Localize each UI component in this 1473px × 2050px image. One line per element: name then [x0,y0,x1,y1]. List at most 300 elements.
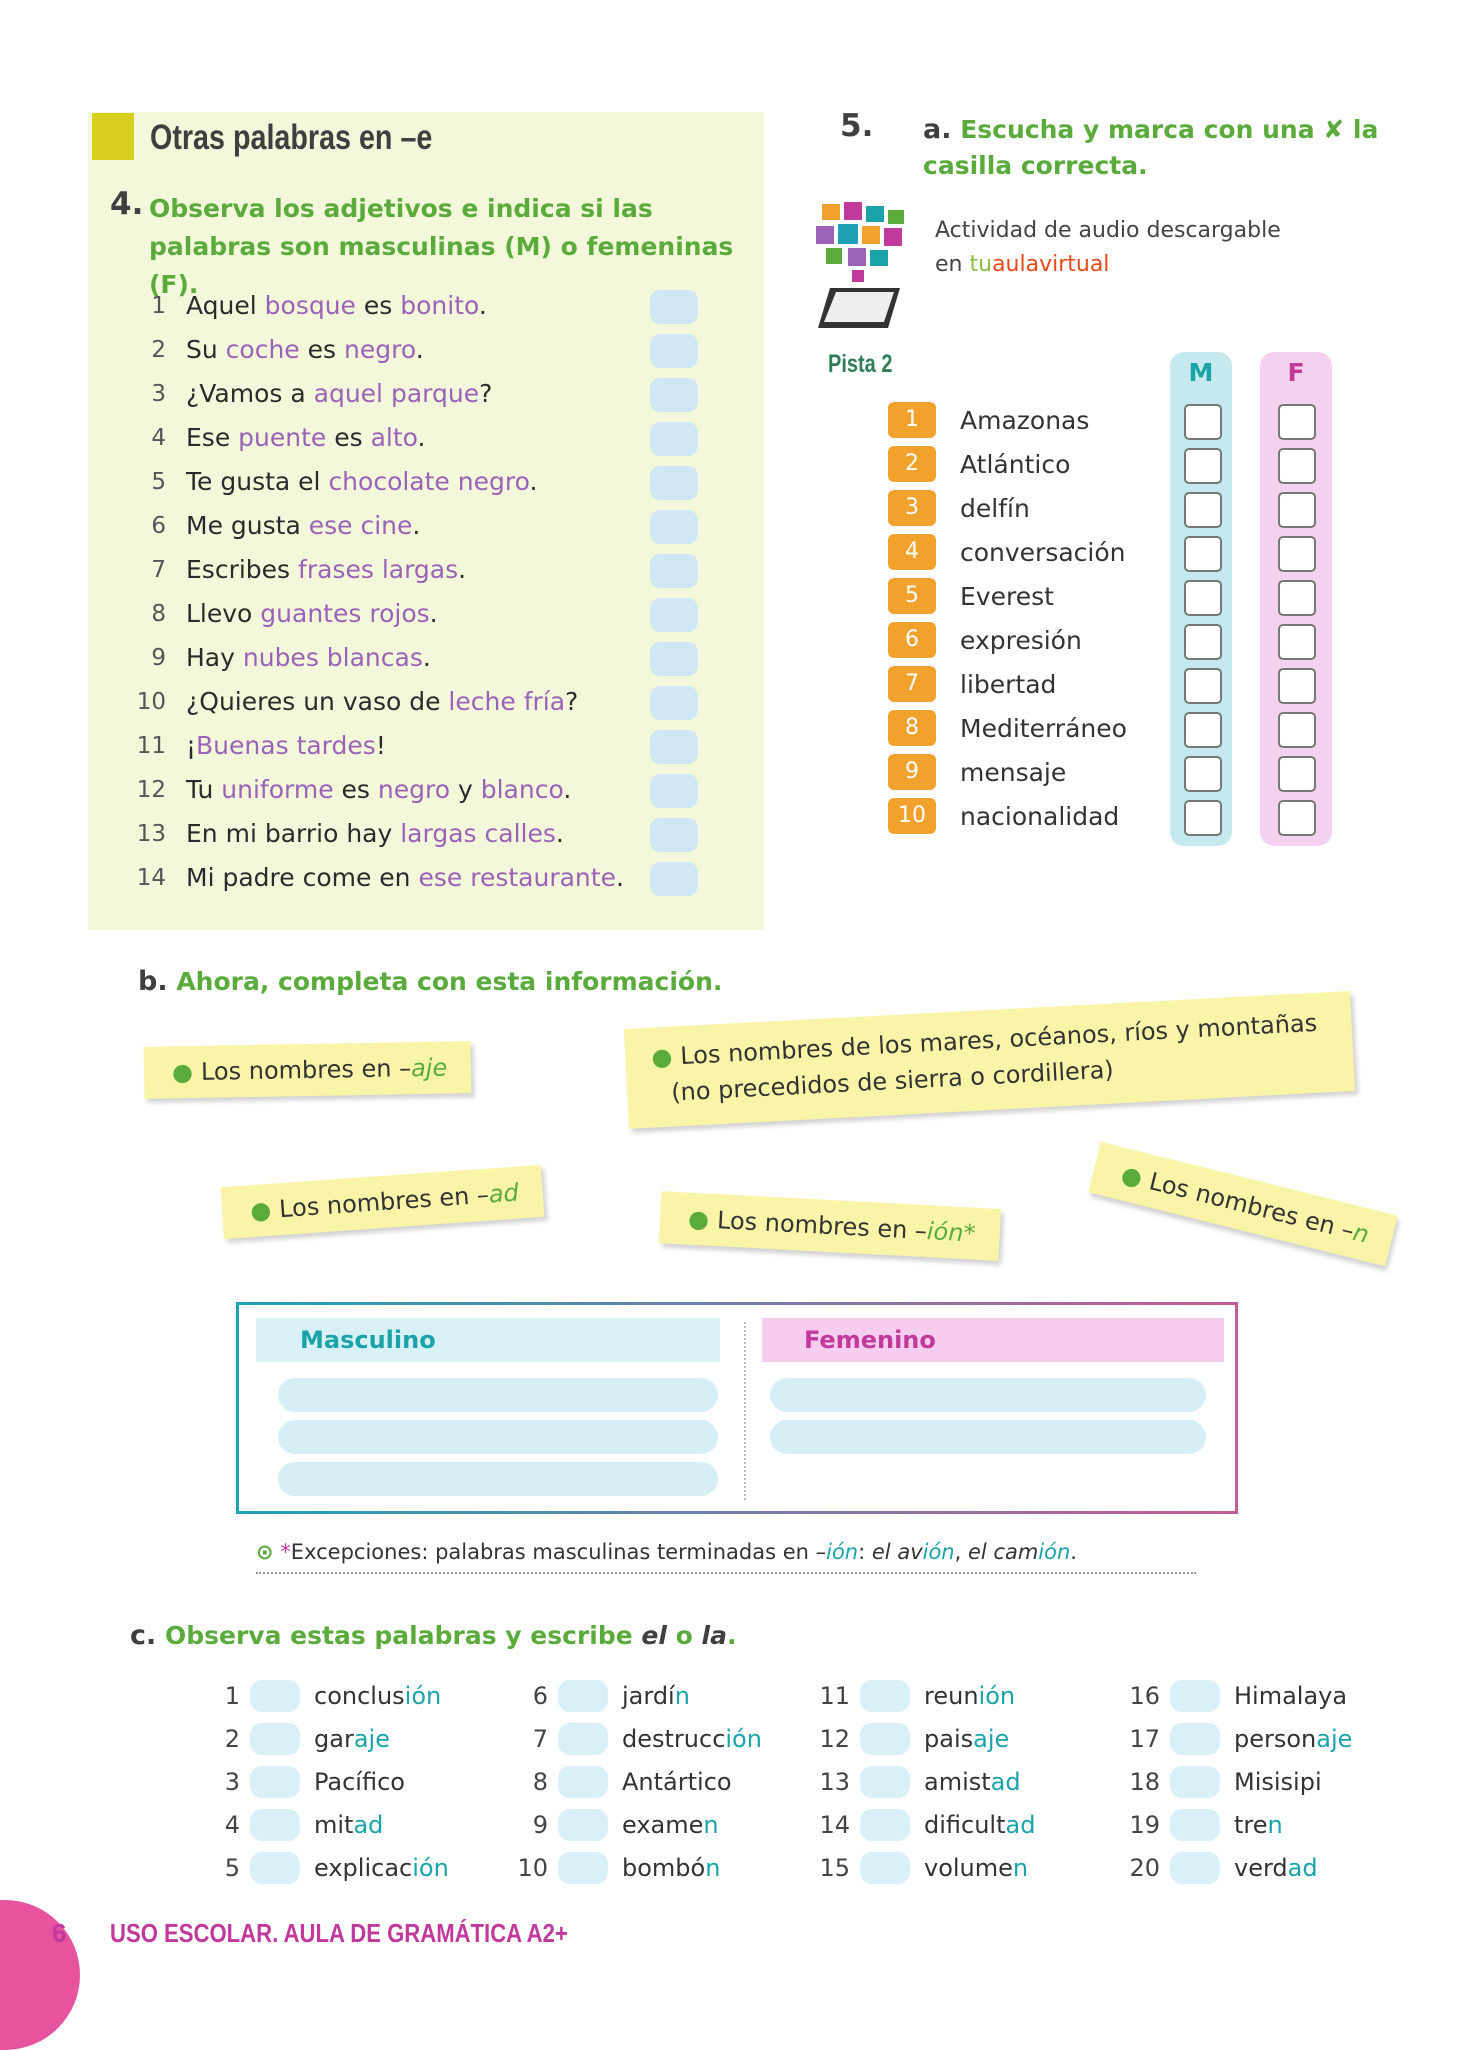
sentence-text [186,462,537,502]
word-text: mensaje [960,758,1067,787]
sentence-text [186,638,431,678]
item-badge: 1 [888,402,936,438]
exceptions-suffix: ión [826,1540,859,1564]
highlighted-word: negro [377,775,451,804]
item-number: 15 [819,1854,850,1882]
highlighted-word: blancas [326,643,423,672]
item-number: 13 [136,821,166,847]
item-number: 2 [151,337,166,363]
audio-line1: Actividad de audio descargable [935,218,1281,243]
femenino-label: Femenino [804,1326,936,1354]
sentence-text [186,286,487,326]
word-item [1120,1848,1420,1888]
audio-download-icon[interactable] [812,200,912,332]
checkbox-f[interactable] [1278,668,1316,704]
word-text [1234,1762,1322,1802]
word-item [508,1762,808,1802]
item-number: 16 [1129,1682,1160,1710]
highlighted-word: blanco [480,775,564,804]
answer-box[interactable] [650,466,698,500]
word-item [200,1762,500,1802]
checkbox-m[interactable] [1184,756,1222,792]
masculino-slot[interactable] [278,1462,718,1496]
word-item [810,1762,1110,1802]
word-stem: volume [924,1854,1013,1882]
text-fragment: Hay [186,643,243,672]
highlighted-word: chocolate [328,467,450,496]
checkbox-m[interactable] [1184,624,1222,660]
text-fragment: Su [186,335,226,364]
item-number: 3 [224,1768,240,1796]
word-stem: destrucc [622,1725,726,1753]
answer-box[interactable] [650,290,698,324]
highlighted-word: parque [390,379,480,408]
note-ad [221,1165,545,1239]
item-badge: 6 [888,622,936,658]
article-la: la [701,1621,727,1650]
sentence-row [120,550,720,590]
article-input[interactable] [1170,1809,1220,1841]
word-text [314,1848,449,1888]
article-input[interactable] [860,1766,910,1798]
word-stem: Pacífico [314,1768,405,1796]
exercise-instruction [923,112,1413,184]
exceptions-star: * [280,1540,291,1564]
word-item [200,1719,500,1759]
word-stem: explicac [314,1854,413,1882]
word-stem: mit [314,1811,354,1839]
word-text [924,1805,1035,1845]
item-number: 6 [532,1682,548,1710]
answer-box[interactable] [650,686,698,720]
word-item [508,1719,808,1759]
article-input[interactable] [250,1809,300,1841]
checkbox-f[interactable] [1278,404,1316,440]
word-stem: dificult [924,1811,1006,1839]
bullet: ● [1118,1160,1146,1193]
sentence-row [120,726,720,766]
item-number: 10 [517,1854,548,1882]
article-input[interactable] [860,1809,910,1841]
article-input[interactable] [250,1766,300,1798]
sentence-row [120,330,720,370]
item-number: 1 [151,293,166,319]
word-item [508,1848,808,1888]
note-text: Los nombres en – [200,1054,412,1086]
checkbox-m[interactable] [1184,536,1222,572]
checkbox-m[interactable] [1184,492,1222,528]
checkbox-f[interactable] [1278,712,1316,748]
femenino-slot[interactable] [770,1378,1206,1412]
answer-box[interactable] [650,642,698,676]
text-fragment: ¿Vamos a [186,379,314,408]
word-ending: aje [973,1725,1010,1753]
checkbox-m[interactable] [1184,404,1222,440]
word-ending: ad [353,1811,384,1839]
text-fragment: ? [479,379,493,408]
answer-box[interactable] [650,818,698,852]
text-fragment: es [326,423,371,452]
item-number: 2 [224,1725,240,1753]
answer-box[interactable] [650,334,698,368]
item-number: 12 [136,777,166,803]
note-suffix: n [1350,1217,1372,1249]
checkbox-f[interactable] [1278,800,1316,836]
exceptions-example: el cam [967,1540,1039,1564]
masculino-slot[interactable] [278,1420,718,1454]
answer-box[interactable] [650,378,698,412]
item-number: 4 [224,1811,240,1839]
item-number: 5 [151,469,166,495]
text-fragment: . [422,643,431,672]
word-stem: tre [1234,1811,1268,1839]
exceptions-example-suffix: ión [922,1540,955,1564]
sentence-row [120,858,720,898]
text-fragment [289,731,297,760]
highlighted-word: largas [381,555,459,584]
bullet: ● [249,1195,273,1226]
item-number: 10 [136,689,166,715]
word-ending: aje [1316,1725,1353,1753]
item-number: 13 [819,1768,850,1796]
part-letter: c. [130,1620,157,1651]
word-text [622,1762,732,1802]
sentence-text [186,858,624,898]
item-number: 5 [224,1854,240,1882]
item-number: 9 [151,645,166,671]
text-fragment: ? [565,687,579,716]
masculino-slot[interactable] [278,1378,718,1412]
part-letter: b. [138,966,168,997]
word-stem: person [1234,1725,1317,1753]
checkbox-m[interactable] [1184,668,1222,704]
word-row [888,400,1348,440]
text-fragment: . [529,467,538,496]
answer-box[interactable] [650,554,698,588]
highlighted-word: puente [238,423,327,452]
word-row [888,620,1348,660]
text-fragment: Tu [186,775,222,804]
item-number: 8 [151,601,166,627]
word-row [888,444,1348,484]
sentence-row [120,374,720,414]
highlighted-word: coche [225,335,300,364]
word-text [924,1719,1009,1759]
article-input[interactable] [1170,1766,1220,1798]
word-text [622,1676,690,1716]
checkbox-m[interactable] [1184,580,1222,616]
article-input[interactable] [250,1680,300,1712]
word-item [200,1848,500,1888]
note-text: Los nombres de los mares, océanos, ríos y montañas [679,1008,1318,1071]
word-ending: n [674,1682,690,1710]
word-stem: Misisipi [1234,1768,1322,1796]
text-fragment: Te gusta el [186,467,329,496]
highlighted-word: ese [418,863,463,892]
article-input[interactable] [250,1723,300,1755]
article-input[interactable] [860,1852,910,1884]
item-number: 14 [819,1811,850,1839]
text-fragment [383,379,391,408]
masculino-label: Masculino [300,1326,436,1354]
exceptions-example: el av [871,1540,923,1564]
word-text [924,1848,1028,1888]
checkbox-m[interactable] [1184,800,1222,836]
text-fragment: . [417,423,426,452]
highlighted-word: uniforme [221,775,334,804]
exceptions-note: ⊙ *Excepciones: palabras masculinas terminadas en –ión: el avión, el camión. [256,1540,1196,1574]
exceptions-label: Excepciones: palabras masculinas terminadas en – [290,1540,827,1564]
item-number: 18 [1129,1768,1160,1796]
word-row [888,752,1348,792]
word-item [200,1676,500,1716]
sentence-text [186,726,386,766]
sentence-text [186,506,420,546]
item-number: 7 [532,1725,548,1753]
word-item [1120,1676,1420,1716]
highlighted-word: alto [370,423,418,452]
word-text [314,1762,405,1802]
word-ending: ión [978,1682,1016,1710]
word-text [1234,1848,1318,1888]
word-stem: jardí [622,1682,675,1710]
word-text [924,1676,1015,1716]
sentence-text [186,682,578,722]
word-row [888,576,1348,616]
sentence-text [186,374,492,414]
note-text: Los nombres en – [716,1206,928,1246]
word-stem: conclus [314,1682,405,1710]
word-item [810,1805,1110,1845]
text-fragment [477,819,485,848]
article-input[interactable] [860,1680,910,1712]
word-stem: pais [924,1725,974,1753]
item-number: 6 [151,513,166,539]
text-fragment: Ese [186,423,239,452]
article-input[interactable] [1170,1852,1220,1884]
audio-tu: tu [969,252,993,277]
word-ending: ad [990,1768,1021,1796]
text-fragment: . [429,599,438,628]
text-fragment: es [333,775,378,804]
femenino-slot[interactable] [770,1420,1206,1454]
text-fragment: . [478,291,487,320]
instruction-text: Observa estas palabras y escribe [164,1621,642,1650]
word-stem: exame [622,1811,704,1839]
checkbox-f[interactable] [1278,756,1316,792]
note-aje [144,1041,472,1099]
sentence-row [120,418,720,458]
word-text [1234,1805,1283,1845]
highlighted-word: restaurante [470,863,616,892]
note-text-line2: (no precedidos de sierra o cordillera) [670,1055,1115,1107]
highlighted-word: leche [448,687,516,716]
article-input[interactable] [558,1766,608,1798]
word-ending: n [703,1811,719,1839]
word-item [1120,1719,1420,1759]
bullet: ● [171,1058,194,1087]
word-text [314,1805,383,1845]
article-input[interactable] [250,1852,300,1884]
audio-brand: aulavirtual [992,252,1110,277]
note-mares [624,991,1355,1129]
article-el: el [641,1621,667,1650]
item-badge: 3 [888,490,936,526]
text-fragment: . [555,819,564,848]
word-text: delfín [960,494,1030,523]
article-input[interactable] [1170,1680,1220,1712]
sentence-text [186,418,425,458]
item-number: 8 [532,1768,548,1796]
checkbox-f[interactable] [1278,448,1316,484]
instruction-text: Escucha y marca con una ✘ la casilla correcta. [923,115,1379,180]
sentence-text [186,770,571,810]
text-fragment: ¿Quieres un vaso de [186,687,449,716]
info-icon: ⊙ [256,1540,274,1564]
article-input[interactable] [558,1680,608,1712]
answer-box[interactable] [650,774,698,808]
word-item [1120,1805,1420,1845]
exceptions-example-suffix: ión [1038,1540,1071,1564]
article-input[interactable] [1170,1723,1220,1755]
footer-decoration [0,1900,80,2050]
word-ending: ión [404,1682,442,1710]
highlighted-word: cine [360,511,413,540]
word-text: nacionalidad [960,802,1120,831]
word-text: Amazonas [960,406,1090,435]
word-text [622,1848,720,1888]
highlighted-word: nubes [242,643,319,672]
highlighted-word: calles [484,819,556,848]
text-fragment: es [299,335,344,364]
text-fragment: . [415,335,424,364]
item-badge: 5 [888,578,936,614]
sentence-row [120,682,720,722]
word-text [622,1719,762,1759]
text-fragment: Mi padre come en [186,863,419,892]
word-row [888,664,1348,704]
checkbox-f[interactable] [1278,536,1316,572]
sentence-row [120,286,720,326]
highlighted-word: rojos [369,599,430,628]
audio-line2[interactable] [935,248,1281,282]
audio-prefix: en [935,252,970,277]
item-number: 14 [136,865,166,891]
highlighted-word: fría [523,687,566,716]
answer-box[interactable] [650,422,698,456]
note-suffix: ión* [926,1217,977,1248]
article-input[interactable] [558,1852,608,1884]
checkbox-f[interactable] [1278,580,1316,616]
highlighted-word: tardes [296,731,376,760]
highlighted-word: frases [298,555,374,584]
item-badge: 9 [888,754,936,790]
article-input[interactable] [860,1723,910,1755]
word-ending: n [1012,1854,1029,1882]
word-text [924,1762,1021,1802]
word-stem: Antártico [622,1768,732,1796]
item-number: 9 [532,1811,548,1839]
highlighted-word: bosque [264,291,356,320]
checkbox-f[interactable] [1278,492,1316,528]
article-input[interactable] [558,1723,608,1755]
checkbox-m[interactable] [1184,448,1222,484]
part-letter: a. [923,114,952,145]
sentence-row [120,594,720,634]
item-number: 7 [151,557,166,583]
word-stem: gar [314,1725,354,1753]
word-text: libertad [960,670,1057,699]
word-ending: ad [1005,1811,1036,1839]
sentence-row [120,462,720,502]
item-badge: 4 [888,534,936,570]
word-item [508,1805,808,1845]
text-fragment: En mi barrio hay [186,819,401,848]
note-text: Los nombres en – [1146,1167,1358,1246]
word-ending: n [705,1854,721,1882]
sentence-row [120,814,720,854]
word-item [810,1719,1110,1759]
column-m-label: M [1188,358,1214,387]
word-stem: verd [1234,1854,1288,1882]
bullet: ● [650,1042,674,1072]
word-item [200,1805,500,1845]
item-number: 3 [151,381,166,407]
part-b-instruction [138,966,722,997]
answer-box[interactable] [650,598,698,632]
word-item [810,1676,1110,1716]
word-text [1234,1719,1352,1759]
article-input[interactable] [558,1809,608,1841]
page-number: 6 [52,1918,67,1948]
text-fragment: . [412,511,421,540]
item-number: 4 [151,425,166,451]
word-ending: ión [412,1854,449,1882]
answer-box[interactable] [650,862,698,896]
word-text [622,1805,719,1845]
text-fragment: ! [375,731,386,760]
word-ending: n [1267,1811,1283,1839]
item-badge: 2 [888,446,936,482]
checkbox-f[interactable] [1278,624,1316,660]
answer-box[interactable] [650,510,698,544]
text-fragment: ¡ [186,731,197,760]
exercise-number: 5. [840,108,874,144]
word-item [1120,1762,1420,1802]
text-fragment: . [563,775,572,804]
item-number: 17 [1129,1725,1160,1753]
answer-box[interactable] [650,730,698,764]
bullet: ● [687,1204,710,1234]
exercise-instruction: Observa los adjetivos e indica si las palabras son masculinas (M) o femeninas (F). [149,194,734,299]
text-fragment [450,467,458,496]
word-text [314,1676,441,1716]
note-ion [659,1191,1001,1261]
sentence-text [186,594,438,634]
note-suffix: aje [410,1053,448,1083]
highlighted-word: negro [344,335,416,364]
word-text: conversación [960,538,1126,567]
sentence-text [186,814,564,854]
exercise-number: 4. [110,186,144,222]
word-row [888,708,1348,748]
book-title: USO ESCOLAR. AULA DE GRAMÁTICA A2+ [110,1918,568,1948]
text-fragment [516,687,524,716]
audio-info [935,214,1281,282]
item-number: 11 [819,1682,850,1710]
highlighted-word: Buenas [196,731,289,760]
checkbox-m[interactable] [1184,712,1222,748]
